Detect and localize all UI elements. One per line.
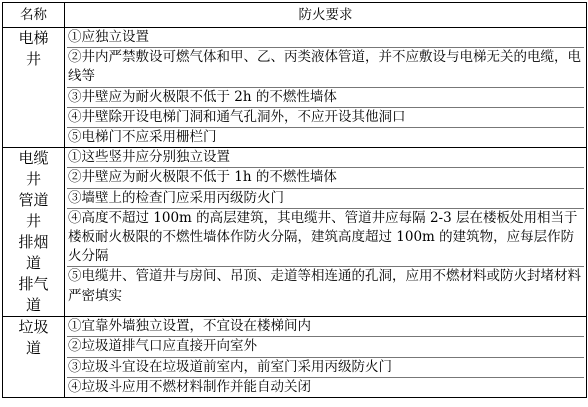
requirement-item: ②垃圾道排气口应直接开向室外 (67, 336, 584, 356)
category-label: 电梯 (18, 29, 49, 47)
requirement-item: ④井壁除开设电梯门洞和通气孔洞外，不应开设其他洞口 (67, 107, 584, 127)
requirement-item: ⑤电缆井、管道井与房间、吊顶、走道等相连通的孔洞，应用不燃材料或防火封堵材料严密填实 (67, 266, 584, 305)
table-row (3, 28, 587, 148)
table-row (3, 148, 587, 317)
requirement-item: ③垃圾斗宜设在垃圾道前室内，前室门采用丙级防火门 (67, 357, 584, 377)
category-label: 道 (25, 254, 41, 273)
table-row (3, 317, 587, 398)
category-label: 管道 (18, 191, 49, 210)
requirement-item: ②井内严禁敷设可燃气体和甲、乙、丙类液体管道，并不应敷设与电梯无关的电缆，电线等 (67, 47, 584, 86)
category-label: 井 (25, 50, 41, 68)
category-cell (3, 28, 65, 148)
requirement-item: ③墙壁上的检查门应采用丙级防火门 (67, 188, 584, 208)
requirement-item: ④高度不超过 100m 的高层建筑，其电缆井、管道井应每隔 2-3 层在楼板处用相当于楼板耐火极限的不燃性墙体作防火分隔，建筑高度超过 100m 的建筑物，应每层作防火分隔 (67, 208, 584, 267)
category-label: 垃圾 (18, 318, 49, 337)
category-label: 道 (25, 339, 41, 358)
requirements-cell (65, 148, 587, 317)
requirements-cell (65, 317, 587, 398)
category-label: 排烟 (18, 233, 49, 252)
requirement-item: ①宜靠外墙独立设置，不宜设在楼梯间内 (68, 318, 311, 335)
category-label: 排气 (18, 275, 49, 294)
header-requirements: 防火要求 (65, 3, 587, 28)
requirement-item: ④垃圾斗应用不燃材料制作并能自动关闭 (67, 377, 584, 397)
category-label: 井 (25, 212, 41, 231)
requirements-cell (65, 28, 587, 148)
requirement-item: ①应独立设置 (68, 29, 149, 45)
category-cell (3, 148, 65, 317)
fire-requirements-table (2, 2, 587, 398)
requirement-item: ③井壁应为耐火极限不低于 2h 的不燃性墙体 (67, 87, 584, 107)
category-label: 道 (25, 296, 41, 315)
category-cell (3, 317, 65, 398)
header-name: 名称 (3, 3, 65, 28)
requirement-item: ①这些竖井应分别独立设置 (68, 149, 230, 166)
category-label: 井 (25, 170, 41, 189)
requirement-item: ⑤电梯门不应采用栅栏门 (67, 127, 584, 147)
requirement-item: ②井壁应为耐火极限不低于 1h 的不燃性墙体 (67, 167, 584, 187)
table-header-row (3, 3, 587, 28)
category-label: 电缆 (18, 149, 49, 168)
